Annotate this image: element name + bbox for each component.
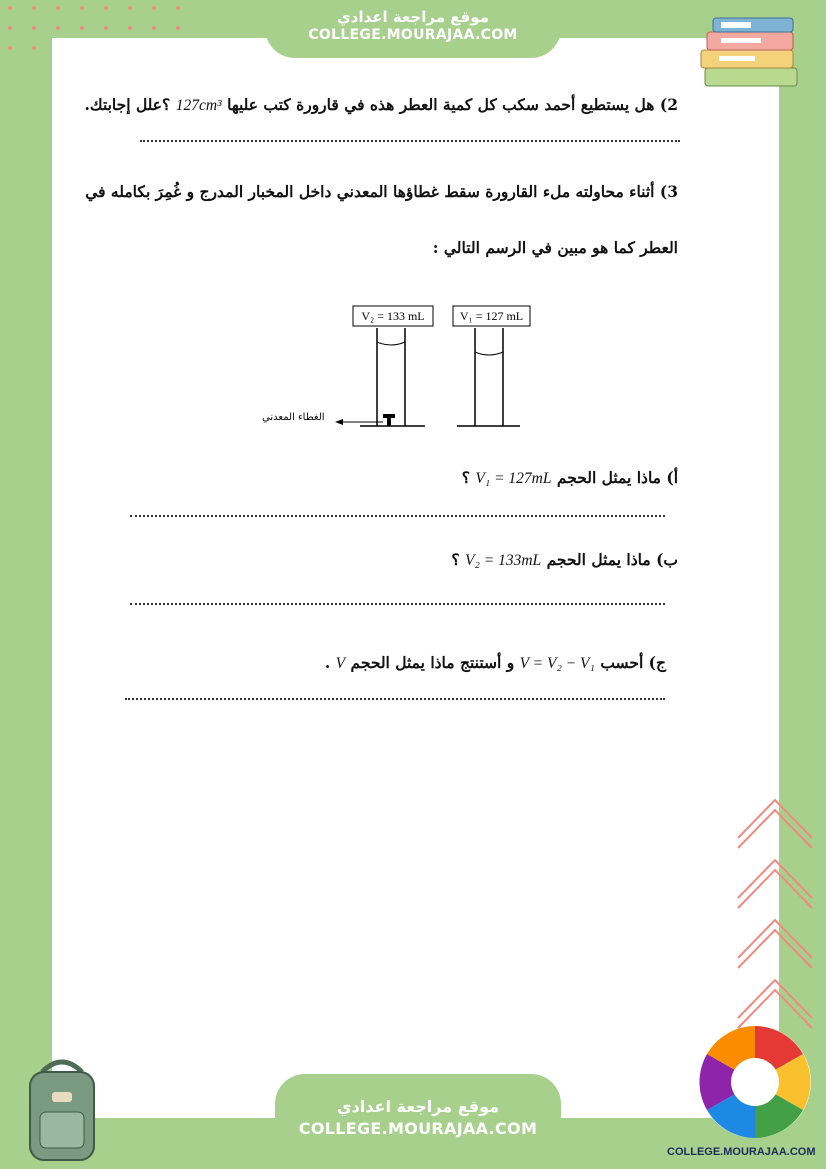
question-c-math: V = V₂ − V₁ (519, 655, 595, 672)
question-c (325, 653, 666, 673)
question-b-suffix: ؟ (451, 550, 460, 569)
question-a-prefix: أ) ماذا يمثل الحجم (556, 468, 678, 487)
question-c-suffix: . (324, 653, 331, 672)
question-a-math: V₁ = 127mL (475, 470, 552, 487)
question-a (462, 468, 678, 488)
question-3-line1: 3) أثناء محاولته ملء القارورة سقط غطاؤها المعدني داخل المخبار المدرج و غُمِرَ بكامله في (85, 182, 678, 201)
header-site-ar: موقع مراجعة اعدادي (337, 8, 489, 26)
question-c-prefix: ج) أحسب (600, 653, 666, 672)
question-2-math: 127cm³ (175, 97, 222, 114)
question-2-prefix: 2) هل يستطيع أحمد سكب كل كمية العطر هذه في قارورة كتب عليها (227, 95, 678, 114)
footer-tab (275, 1074, 561, 1169)
backpack-icon (12, 1052, 112, 1164)
footer-site-ar: موقع مراجعة اعدادي (336, 1097, 500, 1116)
label-v2: V₂ = 133 mL (361, 309, 425, 323)
chevron-up-icon (730, 790, 820, 1040)
answer-line-qb (130, 603, 665, 605)
answer-line-qa (130, 515, 665, 517)
books-icon (695, 12, 805, 92)
question-b (451, 550, 678, 570)
question-2 (84, 95, 678, 115)
question-c-middle: و أستنتج ماذا يمثل الحجم (350, 653, 515, 672)
question-c-math2: V (335, 655, 346, 672)
header-site-en: COLLEGE.MOURAJAA.COM (308, 27, 518, 43)
footer-site-en: COLLEGE.MOURAJAA.COM (298, 1119, 538, 1138)
question-a-suffix: ؟ (461, 468, 470, 487)
answer-line-qc (125, 698, 665, 700)
header-tab (265, 0, 561, 58)
answer-line-q2 (140, 140, 680, 142)
lid-label: الغطاء المعدني (262, 412, 325, 423)
question-2-suffix: ؟علل إجابتك. (84, 95, 171, 114)
question-3-line2: العطر كما هو مبين في الرسم التالي : (432, 238, 678, 257)
footer-brand: COLLEGE.MOURAJAA.COM (667, 1146, 816, 1158)
question-b-prefix: ب) ماذا يمثل الحجم (546, 550, 678, 569)
question-b-math: V₂ = 133mL (465, 552, 542, 569)
label-v1: V₁ = 127 mL (459, 309, 524, 323)
science-wheel-logo-icon (695, 1022, 815, 1142)
